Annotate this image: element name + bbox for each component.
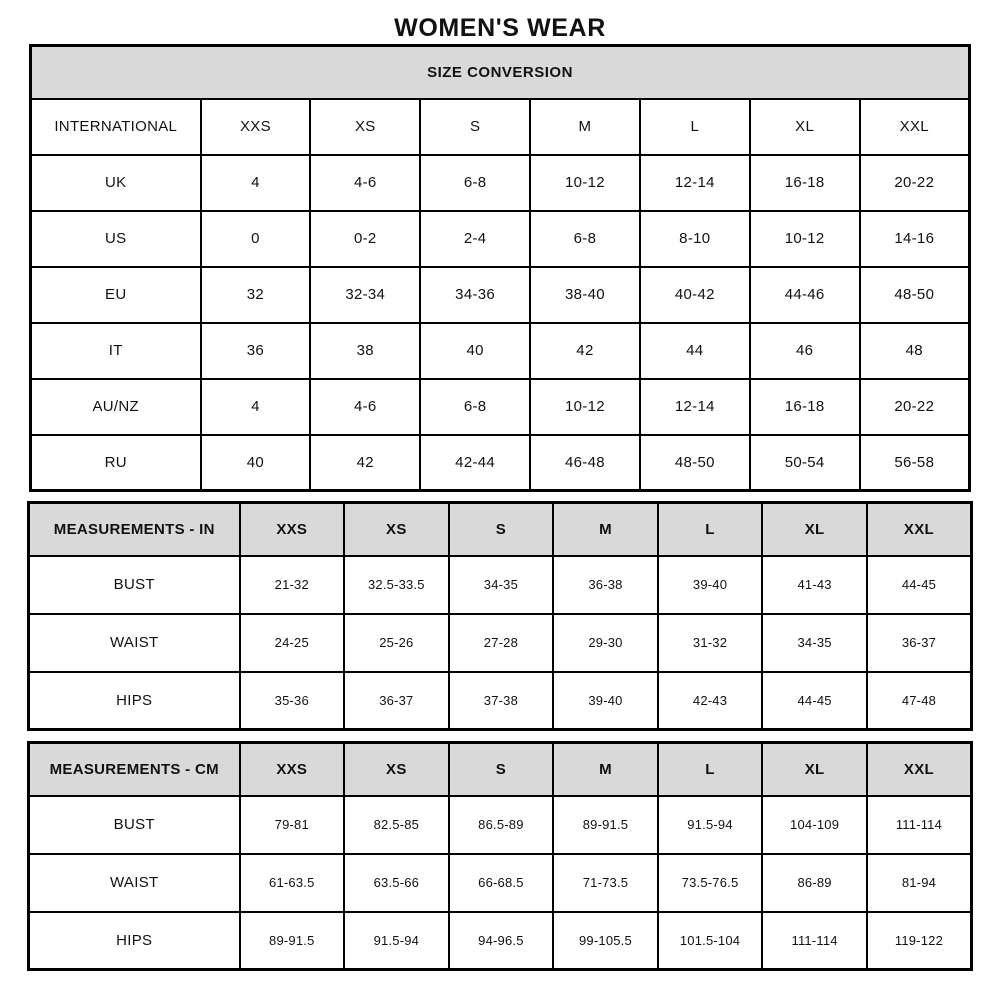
table-cell: 10-12 <box>750 211 860 267</box>
row-label: WAIST <box>29 614 240 672</box>
table-cell: 44-45 <box>762 672 867 730</box>
table-cell: 24-25 <box>240 614 345 672</box>
table-cell: 94-96.5 <box>449 912 554 970</box>
size-header-cell: M <box>553 743 658 796</box>
size-header-cell: L <box>640 99 750 155</box>
table-cell: 34-35 <box>449 556 554 614</box>
table-cell: 66-68.5 <box>449 854 554 912</box>
table-cell: 91.5-94 <box>344 912 449 970</box>
measurements-cm-title: MEASUREMENTS - CM <box>29 743 240 796</box>
table-cell: 104-109 <box>762 796 867 854</box>
table-cell: 10-12 <box>530 155 640 211</box>
table-cell: 39-40 <box>658 556 763 614</box>
table-row <box>29 672 972 730</box>
table-row <box>31 323 970 379</box>
table-cell: 119-122 <box>867 912 972 970</box>
table-cell: 86-89 <box>762 854 867 912</box>
size-header-cell: XXL <box>860 99 970 155</box>
size-header-cell: XL <box>762 503 867 556</box>
size-header-cell: L <box>658 743 763 796</box>
table-cell: 48-50 <box>860 267 970 323</box>
table-cell: 46 <box>750 323 860 379</box>
measurements-cm-header-row <box>29 743 972 796</box>
table-cell: 36 <box>201 323 311 379</box>
table-cell: 61-63.5 <box>240 854 345 912</box>
table-cell: 16-18 <box>750 379 860 435</box>
size-header-cell: XXS <box>201 99 311 155</box>
measurements-in-header-row <box>29 503 972 556</box>
table-cell: 8-10 <box>640 211 750 267</box>
table-cell: 36-37 <box>867 614 972 672</box>
size-header-cell: S <box>449 743 554 796</box>
row-label: WAIST <box>29 854 240 912</box>
measurements-in-title: MEASUREMENTS - IN <box>29 503 240 556</box>
table-cell: 0-2 <box>310 211 420 267</box>
table-cell: 21-32 <box>240 556 345 614</box>
table-cell: 36-38 <box>553 556 658 614</box>
table-cell: 16-18 <box>750 155 860 211</box>
table-cell: 111-114 <box>762 912 867 970</box>
size-header-cell: XXL <box>867 503 972 556</box>
table-row <box>31 435 970 491</box>
spacer <box>0 492 1000 501</box>
table-cell: 39-40 <box>553 672 658 730</box>
size-conversion-header-row <box>31 99 970 155</box>
table-cell: 32.5-33.5 <box>344 556 449 614</box>
table-cell: 73.5-76.5 <box>658 854 763 912</box>
table-cell: 46-48 <box>530 435 640 491</box>
size-header-cell: M <box>530 99 640 155</box>
table-cell: 42-43 <box>658 672 763 730</box>
table-cell: 12-14 <box>640 379 750 435</box>
table-cell: 50-54 <box>750 435 860 491</box>
table-cell: 48 <box>860 323 970 379</box>
table-cell: 4-6 <box>310 155 420 211</box>
row-label: BUST <box>29 556 240 614</box>
table-cell: 89-91.5 <box>553 796 658 854</box>
table-cell: 32-34 <box>310 267 420 323</box>
table-cell: 12-14 <box>640 155 750 211</box>
table-cell: 42 <box>530 323 640 379</box>
table-row <box>29 912 972 970</box>
table-cell: 81-94 <box>867 854 972 912</box>
table-cell: 31-32 <box>658 614 763 672</box>
table-cell: 20-22 <box>860 379 970 435</box>
table-cell: 44-46 <box>750 267 860 323</box>
table-cell: 20-22 <box>860 155 970 211</box>
table-cell: 36-37 <box>344 672 449 730</box>
table-row <box>29 796 972 854</box>
size-header-cell: L <box>658 503 763 556</box>
table-cell: 79-81 <box>240 796 345 854</box>
table-cell: 40-42 <box>640 267 750 323</box>
table-row <box>31 267 970 323</box>
table-cell: 89-91.5 <box>240 912 345 970</box>
table-cell: 25-26 <box>344 614 449 672</box>
table-cell: 111-114 <box>867 796 972 854</box>
table-cell: 82.5-85 <box>344 796 449 854</box>
table-cell: 6-8 <box>530 211 640 267</box>
table-cell: 44-45 <box>867 556 972 614</box>
table-cell: 38 <box>310 323 420 379</box>
size-header-cell: XL <box>750 99 860 155</box>
row-label: BUST <box>29 796 240 854</box>
table-cell: 99-105.5 <box>553 912 658 970</box>
measurements-cm-table <box>27 741 973 971</box>
table-cell: 4 <box>201 155 311 211</box>
page-title: WOMEN'S WEAR <box>394 14 606 42</box>
table-cell: 91.5-94 <box>658 796 763 854</box>
table-cell: 71-73.5 <box>553 854 658 912</box>
table-row <box>31 379 970 435</box>
international-corner-label: INTERNATIONAL <box>31 99 201 155</box>
table-row <box>29 614 972 672</box>
measurements-in-table <box>27 501 973 731</box>
table-cell: 2-4 <box>420 211 530 267</box>
size-conversion-title-row <box>31 46 970 99</box>
row-label: HIPS <box>29 672 240 730</box>
row-label: IT <box>31 323 201 379</box>
table-cell: 42 <box>310 435 420 491</box>
row-label: US <box>31 211 201 267</box>
table-cell: 48-50 <box>640 435 750 491</box>
table-cell: 34-35 <box>762 614 867 672</box>
table-cell: 44 <box>640 323 750 379</box>
table-row <box>29 556 972 614</box>
size-header-cell: M <box>553 503 658 556</box>
table-cell: 40 <box>420 323 530 379</box>
table-cell: 6-8 <box>420 379 530 435</box>
table-cell: 0 <box>201 211 311 267</box>
table-cell: 34-36 <box>420 267 530 323</box>
table-cell: 56-58 <box>860 435 970 491</box>
table-cell: 4-6 <box>310 379 420 435</box>
size-header-cell: S <box>420 99 530 155</box>
table-cell: 86.5-89 <box>449 796 554 854</box>
size-header-cell: XXL <box>867 743 972 796</box>
table-cell: 10-12 <box>530 379 640 435</box>
size-header-cell: XS <box>344 743 449 796</box>
row-label: UK <box>31 155 201 211</box>
table-cell: 40 <box>201 435 311 491</box>
row-label: AU/NZ <box>31 379 201 435</box>
size-header-cell: S <box>449 503 554 556</box>
size-header-cell: XS <box>344 503 449 556</box>
size-header-cell: XXS <box>240 503 345 556</box>
table-cell: 32 <box>201 267 311 323</box>
size-header-cell: XS <box>310 99 420 155</box>
size-conversion-title: SIZE CONVERSION <box>31 46 970 99</box>
size-conversion-table <box>29 44 971 492</box>
table-cell: 35-36 <box>240 672 345 730</box>
size-header-cell: XL <box>762 743 867 796</box>
table-row <box>31 211 970 267</box>
table-cell: 47-48 <box>867 672 972 730</box>
spacer <box>0 731 1000 741</box>
table-cell: 27-28 <box>449 614 554 672</box>
size-header-cell: XXS <box>240 743 345 796</box>
table-cell: 4 <box>201 379 311 435</box>
table-cell: 101.5-104 <box>658 912 763 970</box>
table-cell: 41-43 <box>762 556 867 614</box>
table-cell: 29-30 <box>553 614 658 672</box>
table-cell: 6-8 <box>420 155 530 211</box>
table-cell: 37-38 <box>449 672 554 730</box>
table-cell: 42-44 <box>420 435 530 491</box>
table-cell: 14-16 <box>860 211 970 267</box>
row-label: EU <box>31 267 201 323</box>
table-row <box>29 854 972 912</box>
table-row <box>31 155 970 211</box>
table-cell: 63.5-66 <box>344 854 449 912</box>
row-label: RU <box>31 435 201 491</box>
table-cell: 38-40 <box>530 267 640 323</box>
row-label: HIPS <box>29 912 240 970</box>
